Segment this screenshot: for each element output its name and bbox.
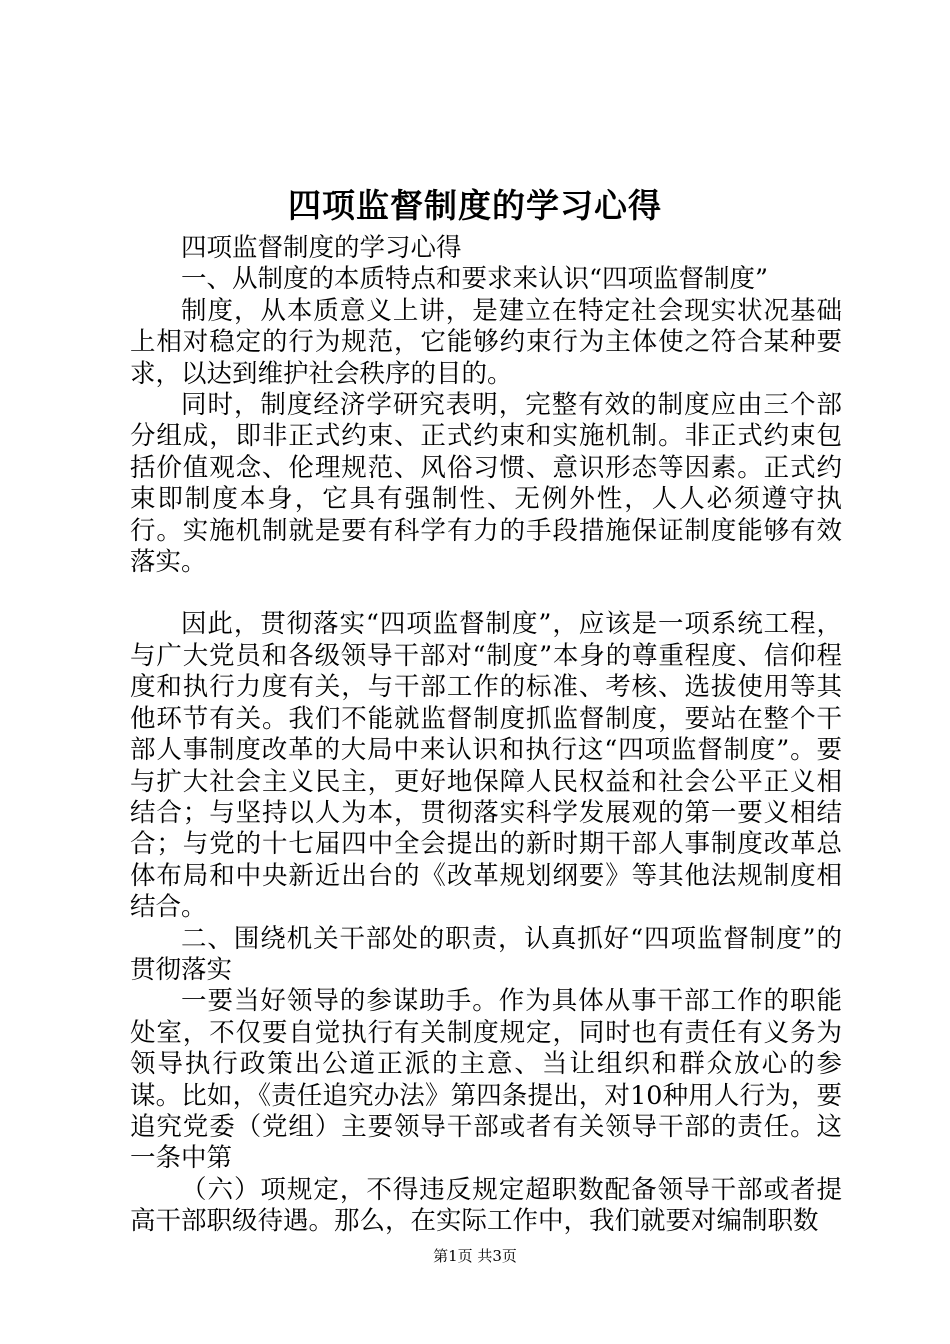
paragraph: 同时，制度经济学研究表明，完整有效的制度应由三个部分组成，即非正式约束、正式约束和实施机制。非正式约束包括价值观念、伦理规范、风俗习惯、意识形态等因素。正式约束即制度本身，它具有强制性、无例外性，人人必须遵守执行。实施机制就是要有科学有力的手段措施保证制度能够有效落实。 [130,390,842,578]
paragraph: 一要当好领导的参谋助手。作为具体从事干部工作的职能处室，不仅要自觉执行有关制度规定，同时也有责任有义务为领导执行政策出公道正派的主意、当让组织和群众放心的参谋。比如，《责任追究办法》第四条提出，对10种用人行为，要追究党委（党组）主要领导干部或者有关领导干部的责任。这一条中第 [130,986,842,1174]
paragraph: （六）项规定，不得违反规定超职数配备领导干部或者提高干部职级待遇。那么，在实际工作中，我们就要对编制职数 [130,1174,842,1237]
paragraph-subtitle: 四项监督制度的学习心得 [181,233,462,263]
document-body [130,233,842,1238]
paragraph: 制度，从本质意义上讲，是建立在特定社会现实状况基础上相对稳定的行为规范，它能够约束行为主体使之符合某种要求，以达到维护社会秩序的目的。 [130,295,842,389]
paragraph-section-heading-2: 二、围绕机关干部处的职责，认真抓好“四项监督制度”的贯彻落实 [130,923,842,985]
page-number-footer: 第1页 共3页 [433,1247,517,1265]
paragraph-section-heading-1: 一、从制度的本质特点和要求来认识“四项监督制度” [181,264,769,295]
paragraph: 因此，贯彻落实“四项监督制度”，应该是一项系统工程，与广大党员和各级领导干部对“制度”本身的尊重程度、信仰程度和执行力度有关，与干部工作的标准、考核、选拔使用等其他环节有关。我们不能就监督制度抓监督制度，要站在整个干部人事制度改革的大局中来认识和执行这“四项监督制度”。要与扩大社会主义民主，更好地保障人民权益和社会公平正义相结合；与坚持以人为本，贯彻落实科学发展观的第一要义相结合；与党的十七届四中全会提出的新时期干部人事制度改革总体布局和中央新近出台的《改革规划纲要》等其他法规制度相结合。 [130,609,842,923]
document-title: 四项监督制度的学习心得 [288,186,662,225]
